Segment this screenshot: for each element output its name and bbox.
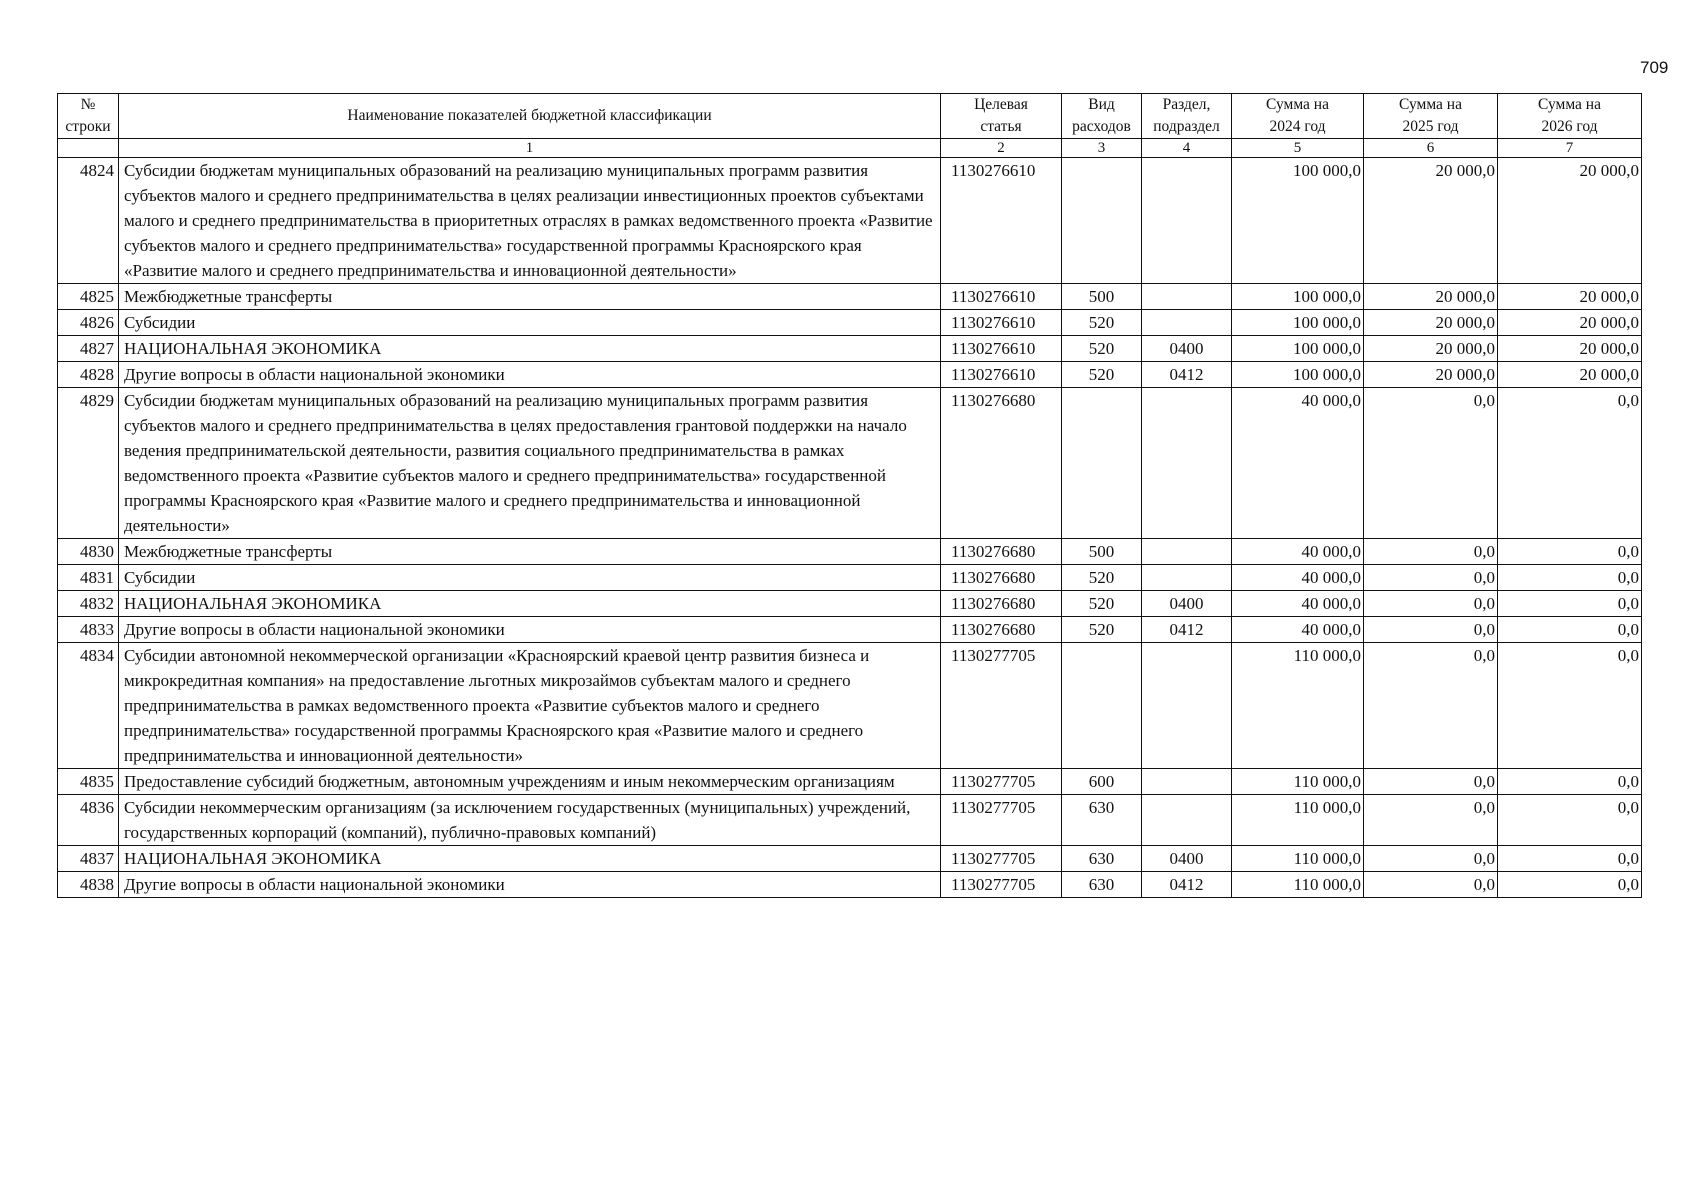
header-sum-2025-line2: 2025 год [1402,118,1459,135]
page-number: 709 [1640,58,1669,77]
row-target-article: 1130276610 [941,310,1062,336]
row-expense-type [1062,158,1142,284]
row-number: 4831 [58,565,119,591]
row-sum-2025: 0,0 [1364,388,1498,539]
row-sum-2025: 20 000,0 [1364,158,1498,284]
row-sum-2024: 100 000,0 [1232,362,1364,388]
header-row-number-line1: № [80,96,96,113]
row-sum-2024: 100 000,0 [1232,158,1364,284]
row-sum-2025: 20 000,0 [1364,284,1498,310]
row-sum-2026: 0,0 [1498,617,1642,643]
row-sum-2025: 0,0 [1364,769,1498,795]
row-sum-2024: 40 000,0 [1232,565,1364,591]
table-row [58,539,1642,565]
row-target-article: 1130276610 [941,336,1062,362]
row-sum-2025: 0,0 [1364,846,1498,872]
row-target-article: 1130276680 [941,617,1062,643]
row-sum-2026: 20 000,0 [1498,284,1642,310]
column-number [58,139,119,158]
table-row [58,643,1642,769]
row-number: 4828 [58,362,119,388]
row-sum-2026: 0,0 [1498,872,1642,898]
row-expense-type: 520 [1062,362,1142,388]
row-sum-2025: 0,0 [1364,565,1498,591]
row-sum-2024: 110 000,0 [1232,643,1364,769]
header-row-number [58,94,119,139]
row-name: Субсидии [119,565,941,591]
row-section: 0400 [1142,591,1232,617]
row-sum-2025: 20 000,0 [1364,362,1498,388]
table-row [58,769,1642,795]
table-row [58,565,1642,591]
row-sum-2026: 0,0 [1498,769,1642,795]
header-sum-2025-line1: Сумма на [1399,96,1462,113]
row-sum-2024: 100 000,0 [1232,284,1364,310]
table-body [58,158,1642,898]
row-sum-2024: 110 000,0 [1232,872,1364,898]
table-row [58,158,1642,284]
row-sum-2024: 110 000,0 [1232,795,1364,846]
header-name: Наименование показателей бюджетной классификации [119,94,941,139]
header-target-article [941,94,1062,139]
row-number: 4832 [58,591,119,617]
row-name: Другие вопросы в области национальной экономики [119,362,941,388]
header-sum-2025 [1364,94,1498,139]
row-sum-2026: 0,0 [1498,795,1642,846]
row-name: Другие вопросы в области национальной экономики [119,617,941,643]
header-section [1142,94,1232,139]
row-expense-type: 520 [1062,565,1142,591]
row-sum-2026: 20 000,0 [1498,310,1642,336]
row-section [1142,388,1232,539]
header-sum-2024-line1: Сумма на [1266,96,1329,113]
row-name: Субсидии автономной некоммерческой организации «Красноярский краевой центр развития бизнеса и микрокредитная компания» на предоставление льготных микрозаймов субъектам малого и среднего предпринимательства в рамках ведомственного проекта «Развитие субъектов малого и среднего предпринимательства» государственной программы Красноярского края «Развитие малого и среднего предпринимательства и инновационной деятельности» [119,643,941,769]
column-number-row [58,139,1642,158]
row-target-article: 1130276680 [941,565,1062,591]
header-sum-2024-line2: 2024 год [1269,118,1326,135]
row-section: 0412 [1142,617,1232,643]
row-target-article: 1130276680 [941,539,1062,565]
row-sum-2026: 20 000,0 [1498,336,1642,362]
row-target-article: 1130276610 [941,284,1062,310]
header-section-line2: подраздел [1153,118,1220,135]
row-sum-2026: 20 000,0 [1498,362,1642,388]
row-sum-2026: 0,0 [1498,388,1642,539]
header-sum-2026-line2: 2026 год [1541,118,1598,135]
budget-classification-table [57,93,1642,898]
row-name: Субсидии бюджетам муниципальных образований на реализацию муниципальных программ развития субъектов малого и среднего предпринимательства в целях реализации инвестиционных проектов субъектами малого и среднего предпринимательства в приоритетных отраслях в рамках ведомственного проекта «Развитие субъектов малого и среднего предпринимательства» государственной программы Красноярского края «Развитие малого и среднего предпринимательства и инновационной деятельности» [119,158,941,284]
table-row [58,336,1642,362]
row-expense-type: 520 [1062,591,1142,617]
row-target-article: 1130277705 [941,872,1062,898]
row-expense-type: 520 [1062,310,1142,336]
row-number: 4830 [58,539,119,565]
table-row [58,617,1642,643]
row-number: 4829 [58,388,119,539]
header-expense-line2: расходов [1072,118,1131,135]
row-number: 4835 [58,769,119,795]
row-target-article: 1130276680 [941,591,1062,617]
table-row [58,795,1642,846]
row-section [1142,284,1232,310]
row-expense-type: 630 [1062,872,1142,898]
header-sum-2026 [1498,94,1642,139]
row-sum-2024: 110 000,0 [1232,846,1364,872]
row-number: 4836 [58,795,119,846]
row-section: 0400 [1142,846,1232,872]
row-expense-type [1062,643,1142,769]
table-row [58,284,1642,310]
row-section [1142,565,1232,591]
row-expense-type: 520 [1062,617,1142,643]
row-section [1142,310,1232,336]
row-target-article: 1130277705 [941,795,1062,846]
row-sum-2026: 0,0 [1498,846,1642,872]
column-number: 4 [1142,139,1232,158]
row-sum-2026: 20 000,0 [1498,158,1642,284]
row-target-article: 1130276680 [941,388,1062,539]
row-section: 0400 [1142,336,1232,362]
row-sum-2024: 100 000,0 [1232,310,1364,336]
row-section [1142,769,1232,795]
row-sum-2025: 0,0 [1364,617,1498,643]
table-header [58,94,1642,158]
row-expense-type: 500 [1062,284,1142,310]
header-row [58,94,1642,139]
table-row [58,310,1642,336]
header-expense-line1: Вид [1088,96,1115,113]
row-name: Предоставление субсидий бюджетным, автономным учреждениям и иным некоммерческим организациям [119,769,941,795]
row-section [1142,795,1232,846]
table-row [58,872,1642,898]
column-number: 3 [1062,139,1142,158]
column-number: 5 [1232,139,1364,158]
row-sum-2026: 0,0 [1498,591,1642,617]
header-sum-2024 [1232,94,1364,139]
row-sum-2026: 0,0 [1498,643,1642,769]
column-number: 1 [119,139,941,158]
row-number: 4833 [58,617,119,643]
row-name: Другие вопросы в области национальной экономики [119,872,941,898]
table-row [58,591,1642,617]
row-name: Субсидии [119,310,941,336]
row-sum-2024: 40 000,0 [1232,591,1364,617]
row-number: 4824 [58,158,119,284]
row-target-article: 1130276610 [941,362,1062,388]
row-sum-2025: 0,0 [1364,795,1498,846]
row-sum-2025: 0,0 [1364,591,1498,617]
row-section [1142,158,1232,284]
row-section: 0412 [1142,872,1232,898]
row-sum-2024: 40 000,0 [1232,617,1364,643]
row-number: 4825 [58,284,119,310]
header-section-line1: Раздел, [1162,96,1211,113]
header-row-number-line2: строки [65,118,111,135]
column-number: 7 [1498,139,1642,158]
table-row [58,846,1642,872]
header-target-line2: статья [980,118,1022,135]
row-section [1142,539,1232,565]
row-sum-2025: 0,0 [1364,872,1498,898]
row-sum-2025: 0,0 [1364,643,1498,769]
table-row [58,362,1642,388]
row-name: НАЦИОНАЛЬНАЯ ЭКОНОМИКА [119,591,941,617]
row-name: НАЦИОНАЛЬНАЯ ЭКОНОМИКА [119,336,941,362]
row-expense-type [1062,388,1142,539]
row-sum-2025: 20 000,0 [1364,310,1498,336]
row-sum-2024: 110 000,0 [1232,769,1364,795]
table-row [58,388,1642,539]
row-sum-2026: 0,0 [1498,565,1642,591]
row-number: 4827 [58,336,119,362]
row-target-article: 1130276610 [941,158,1062,284]
row-expense-type: 600 [1062,769,1142,795]
row-name: Субсидии бюджетам муниципальных образований на реализацию муниципальных программ развития субъектов малого и среднего предпринимательства в целях предоставления грантовой поддержки на начало ведения предпринимательской деятельности, развития социального предпринимательства в рамках ведомственного проекта «Развитие субъектов малого и среднего предпринимательства» государственной программы Красноярского края «Развитие малого и среднего предпринимательства и инновационной деятельности» [119,388,941,539]
column-number: 2 [941,139,1062,158]
row-section: 0412 [1142,362,1232,388]
row-sum-2025: 20 000,0 [1364,336,1498,362]
row-number: 4826 [58,310,119,336]
row-name: Межбюджетные трансферты [119,284,941,310]
row-expense-type: 630 [1062,795,1142,846]
header-sum-2026-line1: Сумма на [1538,96,1601,113]
row-sum-2025: 0,0 [1364,539,1498,565]
header-target-line1: Целевая [974,96,1028,113]
header-expense-type [1062,94,1142,139]
row-sum-2024: 100 000,0 [1232,336,1364,362]
row-sum-2024: 40 000,0 [1232,539,1364,565]
row-target-article: 1130277705 [941,769,1062,795]
row-expense-type: 630 [1062,846,1142,872]
row-name: Субсидии некоммерческим организациям (за исключением государственных (муниципальных) учреждений, государственных корпораций (компаний), публично-правовых компаний) [119,795,941,846]
row-expense-type: 520 [1062,336,1142,362]
row-number: 4838 [58,872,119,898]
row-expense-type: 500 [1062,539,1142,565]
row-name: Межбюджетные трансферты [119,539,941,565]
row-name: НАЦИОНАЛЬНАЯ ЭКОНОМИКА [119,846,941,872]
row-number: 4837 [58,846,119,872]
row-number: 4834 [58,643,119,769]
column-number: 6 [1364,139,1498,158]
row-sum-2026: 0,0 [1498,539,1642,565]
row-target-article: 1130277705 [941,643,1062,769]
row-section [1142,643,1232,769]
row-sum-2024: 40 000,0 [1232,388,1364,539]
row-target-article: 1130277705 [941,846,1062,872]
